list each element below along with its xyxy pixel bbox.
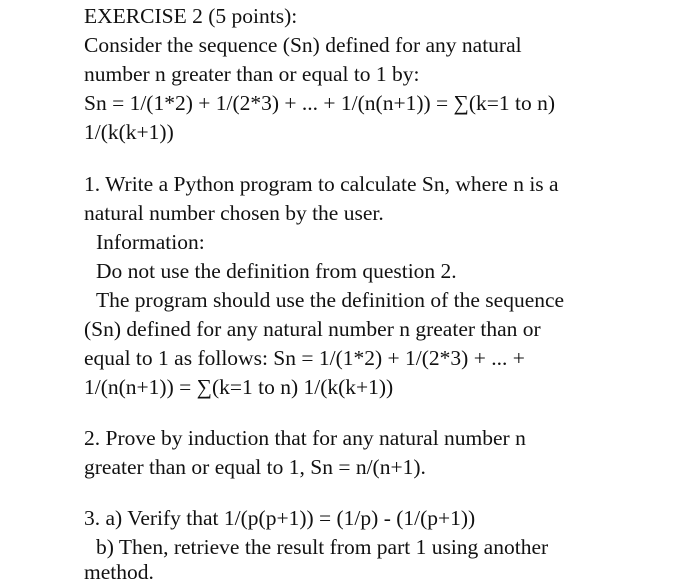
information-formula-line: 1/(n(n+1)) = ∑(k=1 to n) 1/(k(k+1)) — [84, 375, 394, 399]
information-label: Information: — [96, 230, 205, 254]
information-line: (Sn) defined for any natural number n greater than or — [84, 317, 541, 341]
intro-formula-line: Sn = 1/(1*2) + 1/(2*3) + ... + 1/(n(n+1)) = ∑(k=1 to n) — [84, 91, 556, 115]
exercise-title: EXERCISE 2 (5 points): — [84, 4, 298, 28]
question-3b-line: b) Then, retrieve the result from part 1 using another — [96, 535, 549, 559]
information-line: equal to 1 as follows: Sn = 1/(1*2) + 1/(2*3) + ... + — [84, 346, 525, 370]
question-3a-line: 3. a) Verify that 1/(p(p+1)) = (1/p) - (1/(p+1)) — [84, 506, 476, 530]
question-3b-line: method. — [84, 560, 154, 584]
information-line: The program should use the definition of the sequence — [96, 288, 565, 312]
question-1-line: natural number chosen by the user. — [84, 201, 384, 225]
question-2-line: 2. Prove by induction that for any natural number n — [84, 426, 526, 450]
question-1-line: 1. Write a Python program to calculate Sn, where n is a — [84, 172, 559, 196]
information-line: Do not use the definition from question 2. — [96, 259, 457, 283]
intro-formula-line: 1/(k(k+1)) — [84, 120, 174, 144]
intro-line: number n greater than or equal to 1 by: — [84, 62, 420, 86]
question-2-line: greater than or equal to 1, Sn = n/(n+1). — [84, 455, 426, 479]
intro-line: Consider the sequence (Sn) defined for any natural — [84, 33, 522, 57]
